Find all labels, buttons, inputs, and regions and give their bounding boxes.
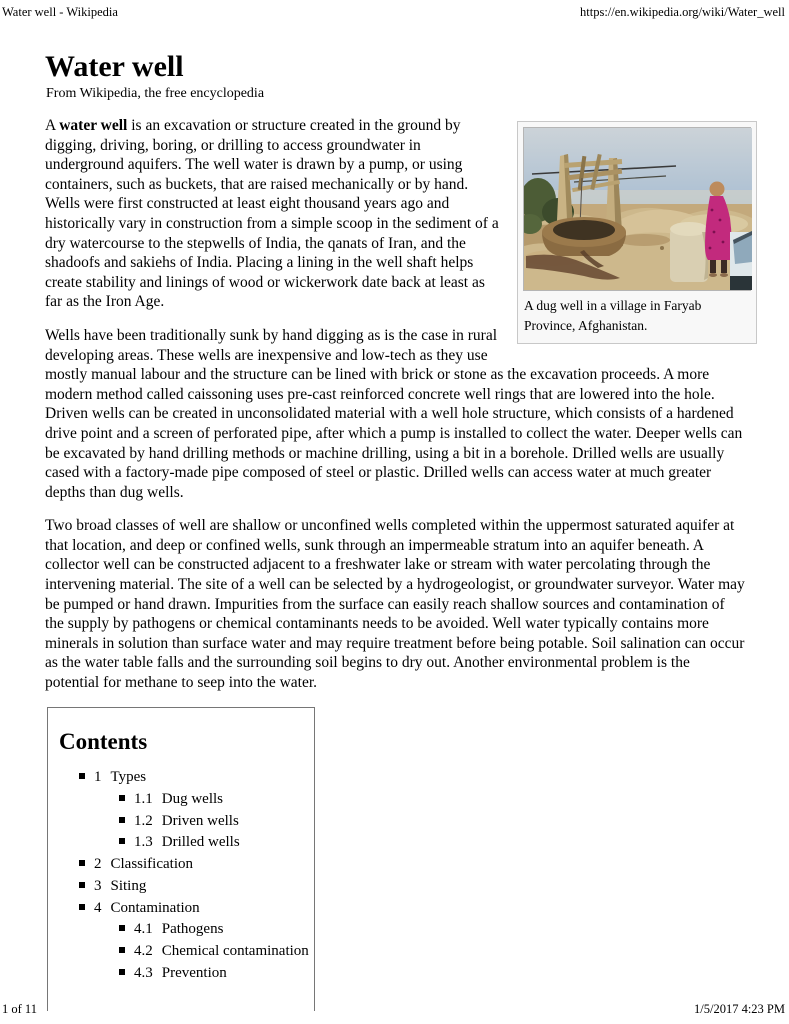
print-header-title: Water well - Wikipedia (2, 5, 118, 19)
page-number: 1 of 11 (2, 1002, 37, 1016)
bullet-square-icon (79, 860, 85, 866)
toc-item-driven-wells: 1.2 Driven wells (48, 810, 308, 832)
paragraph-1-rest: is an excavation or structure created in the ground by digging, driving, boring, or drilling to access groundwater in underground aquifers. The well water is drawn by a pump, or using containers, such as buckets, that are raised mechanically or by hand. Wells were first constructed at least eight thousand years ago and historically vary in construction from a simple scoop in the sediment of a dry watercourse to the stepwells of India, the qanats of Iran, and the shadoofs and sakiehs of India. Placing a lining in the well shaft helps create stability and linings of wood or wickerwork date back at least as far as the Iron Age. (45, 117, 499, 311)
toc-item-siting: 3 Siting (48, 876, 308, 898)
bullet-square-icon (119, 817, 125, 823)
contents-heading: Contents (59, 728, 148, 754)
bullet-square-icon (79, 882, 85, 888)
print-timestamp: 1/5/2017 4:23 PM (694, 1002, 785, 1016)
bullet-square-icon (119, 925, 125, 931)
paragraph-3: Two broad classes of well are shallow or unconfined wells completed within the uppermost saturated aquifer at that location, and deep or confined wells, sunk through an impermeable stratum into an aquifer beneath. A collector well can be constructed adjacent to a freshwater lake or stream with water percolating through the intervening material. The site of a well can be selected by a hydrogeologist, or groundwater surveyor. Water may be pumped or hand drawn. Impurities from the surface can easily reach shallow sources and contamination of the supply by pathogens or chemical contaminants needs to be avoided. Well water typically contains more minerals in solution than surface water and may require treatment before being potable. Soil salination can occur as the water table falls and the surrounding soil begins to dry out. Another environmental problem is the potential for methane to seep into the water. (45, 517, 745, 692)
thumbnail-figure (517, 121, 757, 344)
contents-box (47, 707, 315, 1012)
figure-caption: A dug well in a village in Faryab Province, Afghanistan. (524, 298, 702, 334)
paragraph-2: Wells have been traditionally sunk by hand digging as is the case in rural developing areas. These wells are inexpensive and low-tech as they use mostly manual labour and the structure can be lined with brick or stone as the excavation proceeds. A more modern method called caissoning uses pre-cast reinforced concrete well rings that are lowered into the hole. Driven wells can be created in unconsolidated material with a well hole structure, which consists of a hardened drive point and a screen of perforated pipe, after which a pump is installed to collect the water. Deeper wells can be excavated by hand drilling methods or machine drilling, using a bit in a borehole. Drilled wells are usually cased with a factory-made pipe composed of steel or plastic. Drilled wells can access water at much greater depths than dug wells. (45, 326, 743, 501)
print-header (2, 5, 785, 20)
bullet-square-icon (119, 969, 125, 975)
dug-well-photo (524, 128, 752, 290)
bullet-square-icon (119, 947, 125, 953)
paragraph-1-lead: A (45, 117, 60, 134)
page-title: Water well (45, 50, 184, 83)
toc-item-drilled-wells: 1.3 Drilled wells (48, 832, 308, 854)
toc-item-prevention: 4.3 Prevention (48, 963, 308, 985)
toc-item-classification: 2 Classification (48, 854, 308, 876)
article (45, 50, 757, 1011)
toc-item-contamination: 4 Contamination (48, 897, 308, 919)
toc-item-pathogens: 4.1 Pathogens (48, 919, 308, 941)
article-subtitle: From Wikipedia, the free encyclopedia (46, 86, 265, 101)
toc-item-chemical-contamination: 4.2 Chemical contamination (48, 941, 308, 963)
contents-list (48, 767, 308, 985)
vehicle (730, 231, 752, 290)
print-footer (2, 1002, 785, 1017)
print-header-url: https://en.wikipedia.org/wiki/Water_well (580, 5, 785, 19)
bullet-square-icon (79, 773, 85, 779)
toc-item-dug-wells: 1.1 Dug wells (48, 788, 308, 810)
bold-term: water well (59, 117, 128, 134)
photo-frame (523, 127, 751, 291)
bullet-square-icon (119, 795, 125, 801)
bullet-square-icon (119, 838, 125, 844)
bullet-square-icon (79, 904, 85, 910)
concrete-well-head (670, 222, 708, 282)
toc-item-types: 1 Types (48, 767, 308, 789)
